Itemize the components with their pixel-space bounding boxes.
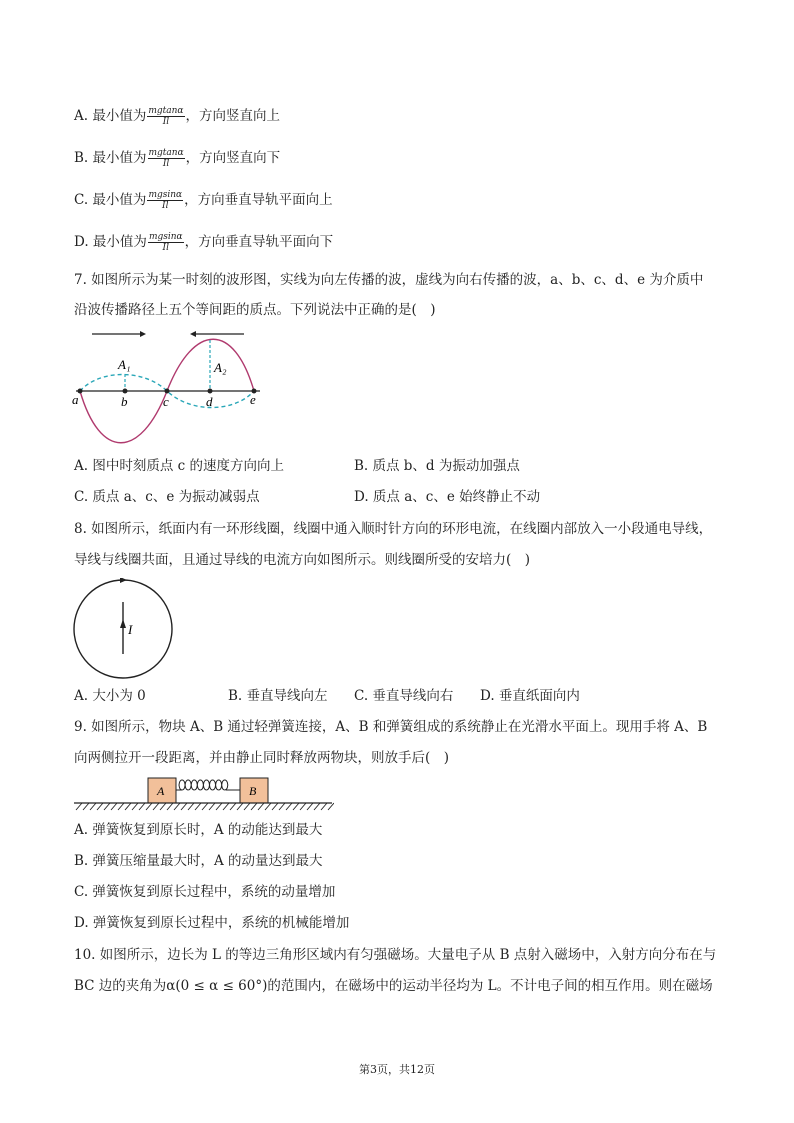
hatch-mark bbox=[321, 803, 327, 810]
hatch-mark bbox=[76, 803, 82, 810]
hatch-mark bbox=[251, 803, 257, 810]
q8-option-d: D. 垂直纸面向内 bbox=[480, 688, 580, 704]
hatch-mark bbox=[202, 803, 208, 810]
label-d: d bbox=[206, 394, 213, 409]
block-a-label: A bbox=[157, 784, 165, 798]
hatch-mark bbox=[314, 803, 320, 810]
q8-option-a: A. 大小为 0 bbox=[74, 688, 146, 704]
block-b-label: B bbox=[249, 784, 257, 798]
hatch-mark bbox=[265, 803, 271, 810]
hatch-mark bbox=[97, 803, 103, 810]
hatch-mark bbox=[160, 803, 166, 810]
hatch-mark bbox=[167, 803, 173, 810]
hatch-mark bbox=[230, 803, 236, 810]
q8-stem-line2: 导线与线圈共面，且通过导线的电流方向如图所示。则线圈所受的安培力( ) bbox=[74, 552, 531, 568]
fraction: $\frac{mgsin\alpha}{Il}$ bbox=[148, 232, 183, 253]
hatch-mark bbox=[300, 803, 306, 810]
hatch-mark bbox=[244, 803, 250, 810]
q7-option-b: B. 质点 b、d 为振动加强点 bbox=[354, 458, 520, 474]
q6-option-a: A. 最小值为 $\frac{mgtan\alpha}{Il}$ ，方向竖直向上 bbox=[74, 106, 280, 127]
point-d bbox=[208, 389, 213, 394]
q9-stem-line1: 9. 如图所示，物块 A、B 通过轻弹簧连接，A、B 和弹簧组成的系统静止在光滑水平面上。现用手将 A、B bbox=[74, 719, 708, 735]
q7-stem-line2: 沿波传播路径上五个等间距的质点。下列说法中正确的是( ) bbox=[74, 302, 436, 318]
hatch-mark bbox=[195, 803, 201, 810]
label-e: e bbox=[250, 392, 256, 407]
hatch-mark bbox=[258, 803, 264, 810]
q8-stem-line1: 8. 如图所示，纸面内有一环形线圈，线圈中通入顺时针方向的环形电流，在线圈内部放入一小段通电导线， bbox=[74, 521, 713, 537]
hatch-mark bbox=[139, 803, 145, 810]
fraction: $\frac{mgtan\alpha}{Il}$ bbox=[148, 106, 184, 127]
wave-figure bbox=[70, 322, 270, 452]
q9-option-c: C. 弹簧恢复到原长过程中，系统的动量增加 bbox=[74, 884, 336, 900]
right-arrow-head bbox=[140, 331, 146, 337]
hatch-mark bbox=[174, 803, 180, 810]
hatch-mark bbox=[118, 803, 124, 810]
hatch-mark bbox=[293, 803, 299, 810]
hatch-mark bbox=[279, 803, 285, 810]
label-c: c bbox=[163, 394, 169, 409]
hatch-mark bbox=[209, 803, 215, 810]
coil-figure bbox=[70, 578, 176, 680]
hatch-mark bbox=[188, 803, 194, 810]
fraction: $\frac{mgsin\alpha}{Il}$ bbox=[148, 190, 183, 211]
label-b: b bbox=[121, 394, 128, 409]
q7-option-d: D. 质点 a、c、e 始终静止不动 bbox=[354, 489, 541, 505]
q7-option-c: C. 质点 a、c、e 为振动减弱点 bbox=[74, 489, 260, 505]
wire-arrow-head bbox=[120, 619, 126, 628]
label-A2: A₂ bbox=[214, 360, 227, 375]
q6-option-c: C. 最小值为 $\frac{mgsin\alpha}{Il}$ ，方向垂直导轨平面向上 bbox=[74, 190, 333, 211]
q9-option-b: B. 弹簧压缩量最大时，A 的动量达到最大 bbox=[74, 853, 323, 869]
q6-option-d: D. 最小值为 $\frac{mgsin\alpha}{Il}$ ，方向垂直导轨平面向下 bbox=[74, 232, 334, 253]
hatch-mark bbox=[272, 803, 278, 810]
spring bbox=[176, 780, 240, 790]
q9-option-a: A. 弹簧恢复到原长时，A 的动能达到最大 bbox=[74, 822, 323, 838]
hatch-mark bbox=[83, 803, 89, 810]
hatch-mark bbox=[153, 803, 159, 810]
hatch-mark bbox=[307, 803, 313, 810]
hatch-mark bbox=[125, 803, 131, 810]
hatch-mark bbox=[90, 803, 96, 810]
hatch-mark bbox=[216, 803, 222, 810]
spring-figure bbox=[72, 776, 334, 812]
hatch-mark bbox=[181, 803, 187, 810]
label-a: a bbox=[72, 392, 79, 407]
q8-option-b: B. 垂直导线向左 bbox=[228, 688, 328, 704]
label-A1: A₁ bbox=[118, 357, 131, 372]
fraction: $\frac{mgtan\alpha}{Il}$ bbox=[148, 148, 184, 169]
hatch-mark bbox=[146, 803, 152, 810]
current-label: I bbox=[128, 622, 133, 637]
q9-option-d: D. 弹簧恢复到原长过程中，系统的机械能增加 bbox=[74, 915, 350, 931]
q7-option-a: A. 图中时刻质点 c 的速度方向向上 bbox=[74, 458, 284, 474]
page-footer: 第3页，共12页 bbox=[359, 1063, 435, 1076]
hatch-mark bbox=[223, 803, 229, 810]
hatch-mark bbox=[111, 803, 117, 810]
left-arrow-head bbox=[190, 331, 196, 337]
q6-option-b: B. 最小值为 $\frac{mgtan\alpha}{Il}$ ，方向竖直向下 bbox=[74, 148, 281, 169]
point-b bbox=[123, 389, 128, 394]
q9-stem-line2: 向两侧拉开一段距离，并由静止同时释放两物块，则放手后( ) bbox=[74, 750, 450, 766]
hatch-mark bbox=[132, 803, 138, 810]
q10-stem-line2: BC 边的夹角为α(0 ≤ α ≤ 60°)的范围内，在磁场中的运动半径均为 L。不计电子间的相互作用。则在磁场 bbox=[74, 978, 713, 994]
hatch-mark bbox=[237, 803, 243, 810]
q8-option-c: C. 垂直导线向右 bbox=[354, 688, 454, 704]
hatch-mark bbox=[328, 803, 334, 810]
q10-stem-line1: 10. 如图所示，边长为 L 的等边三角形区域内有匀强磁场。大量电子从 B 点射入磁场中，入射方向分布在与 bbox=[74, 947, 717, 963]
hatch-mark bbox=[286, 803, 292, 810]
q7-stem-line1: 7. 如图所示为某一时刻的波形图，实线为向左传播的波，虚线为向右传播的波，a、b、c、d、e 为介质中 bbox=[74, 272, 704, 288]
ground-hatch bbox=[76, 803, 334, 810]
hatch-mark bbox=[104, 803, 110, 810]
point-c bbox=[165, 389, 170, 394]
